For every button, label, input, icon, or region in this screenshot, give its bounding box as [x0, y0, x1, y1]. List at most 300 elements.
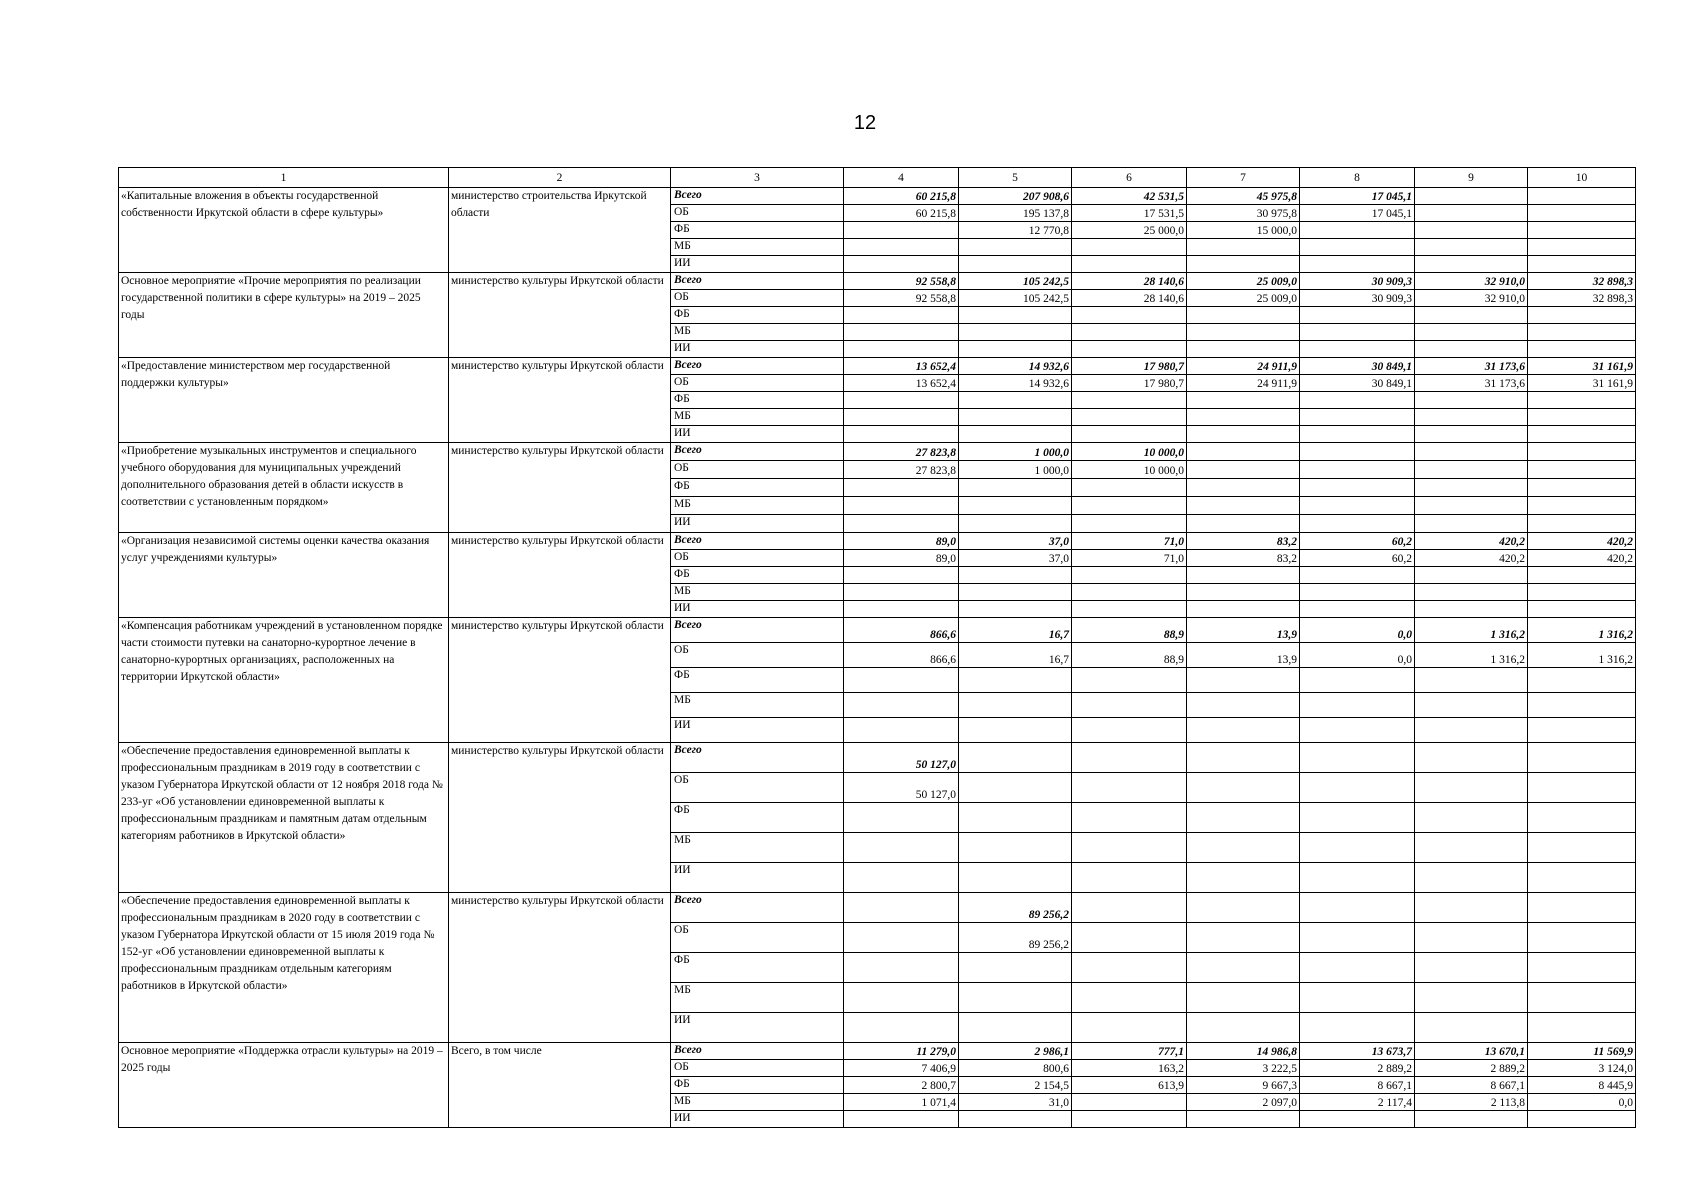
value-cell: 7 406,9 — [844, 1060, 959, 1077]
value-cell — [1187, 256, 1300, 273]
value-cell: 3 124,0 — [1528, 1060, 1636, 1077]
value-cell — [1415, 392, 1528, 409]
value-cell — [1528, 584, 1636, 601]
funding-source: ИИ — [671, 256, 844, 273]
value-cell — [1187, 743, 1300, 773]
value-cell — [844, 668, 959, 693]
value-cell — [1187, 1013, 1300, 1043]
value-cell — [1072, 953, 1187, 983]
value-cell: 32 898,3 — [1528, 273, 1636, 290]
value-cell — [959, 863, 1072, 893]
value-cell: 195 137,8 — [959, 205, 1072, 222]
value-cell: 2 117,4 — [1300, 1094, 1415, 1111]
value-cell — [1072, 479, 1187, 497]
value-cell: 8 667,1 — [1300, 1077, 1415, 1094]
value-cell: 15 000,0 — [1187, 222, 1300, 239]
funding-source: ОБ — [671, 375, 844, 392]
value-cell — [1072, 983, 1187, 1013]
value-cell — [959, 479, 1072, 497]
value-cell: 12 770,8 — [959, 222, 1072, 239]
value-cell: 60,2 — [1300, 550, 1415, 567]
value-cell — [1072, 833, 1187, 863]
funding-source: ФБ — [671, 803, 844, 833]
value-cell — [1300, 515, 1415, 533]
value-cell — [1072, 584, 1187, 601]
value-cell — [1415, 893, 1528, 923]
value-cell — [959, 601, 1072, 618]
value-cell: 37,0 — [959, 533, 1072, 550]
executor: министерство культуры Иркутской области — [449, 273, 671, 358]
activity-description: «Обеспечение предоставления единовременной выплаты к профессиональным праздникам в 2020 году в соответствии с указом Губернатора Иркутской области от 15 июля 2019 года № 152-уг «Об установлении единовременной выплаты к профессиональным праздникам отдельным категориям работников в Иркутской области» — [119, 893, 449, 1043]
funding-source: ФБ — [671, 953, 844, 983]
funding-source: ИИ — [671, 1013, 844, 1043]
value-cell — [1528, 479, 1636, 497]
value-cell — [959, 803, 1072, 833]
value-cell — [959, 324, 1072, 341]
value-cell — [1300, 479, 1415, 497]
value-cell: 17 980,7 — [1072, 375, 1187, 392]
value-cell — [1300, 601, 1415, 618]
value-cell: 105 242,5 — [959, 273, 1072, 290]
value-cell — [1300, 668, 1415, 693]
value-cell — [1300, 718, 1415, 743]
value-cell — [1528, 803, 1636, 833]
value-cell — [1300, 497, 1415, 515]
value-cell — [1072, 743, 1187, 773]
value-cell: 37,0 — [959, 550, 1072, 567]
value-cell: 2 113,8 — [1415, 1094, 1528, 1111]
funding-source: ИИ — [671, 515, 844, 533]
value-cell — [1528, 953, 1636, 983]
value-cell: 30 909,3 — [1300, 290, 1415, 307]
value-cell: 89,0 — [844, 533, 959, 550]
value-cell — [1415, 803, 1528, 833]
executor: министерство культуры Иркутской области — [449, 533, 671, 618]
table-row — [119, 893, 1636, 923]
value-cell — [959, 239, 1072, 256]
funding-source: МБ — [671, 239, 844, 256]
value-cell: 60 215,8 — [844, 188, 959, 205]
activity-description: «Приобретение музыкальных инструментов и специального учебного оборудования для муниципальных учреждений дополнительного образования детей в области искусств в соответствии с установленным порядком» — [119, 443, 449, 533]
funding-source: Всего — [671, 1043, 844, 1060]
value-cell — [1300, 1013, 1415, 1043]
funding-source: МБ — [671, 833, 844, 863]
value-cell — [1300, 307, 1415, 324]
value-cell — [1415, 1013, 1528, 1043]
value-cell: 24 911,9 — [1187, 375, 1300, 392]
value-cell — [1528, 307, 1636, 324]
value-cell — [844, 803, 959, 833]
value-cell — [959, 584, 1072, 601]
value-cell — [1072, 693, 1187, 718]
value-cell: 8 667,1 — [1415, 1077, 1528, 1094]
value-cell: 1 000,0 — [959, 443, 1072, 461]
value-cell: 42 531,5 — [1072, 188, 1187, 205]
value-cell: 25 009,0 — [1187, 273, 1300, 290]
value-cell — [1300, 923, 1415, 953]
value-cell — [844, 567, 959, 584]
value-cell — [1300, 324, 1415, 341]
value-cell — [1072, 923, 1187, 953]
value-cell — [1528, 893, 1636, 923]
value-cell — [1528, 392, 1636, 409]
value-cell: 1 316,2 — [1528, 643, 1636, 668]
value-cell: 2 800,7 — [844, 1077, 959, 1094]
value-cell — [1187, 953, 1300, 983]
funding-source: ОБ — [671, 1060, 844, 1077]
value-cell: 800,6 — [959, 1060, 1072, 1077]
value-cell — [959, 668, 1072, 693]
value-cell — [1415, 863, 1528, 893]
value-cell — [1300, 773, 1415, 803]
value-cell — [1415, 923, 1528, 953]
value-cell: 31,0 — [959, 1094, 1072, 1111]
value-cell: 32 910,0 — [1415, 290, 1528, 307]
funding-source: ОБ — [671, 773, 844, 803]
value-cell — [1528, 341, 1636, 358]
funding-source: МБ — [671, 497, 844, 515]
value-cell — [1072, 497, 1187, 515]
value-cell: 71,0 — [1072, 550, 1187, 567]
value-cell: 420,2 — [1415, 550, 1528, 567]
value-cell: 1 071,4 — [844, 1094, 959, 1111]
value-cell: 88,9 — [1072, 643, 1187, 668]
funding-source: ОБ — [671, 205, 844, 222]
funding-source: Всего — [671, 188, 844, 205]
value-cell: 92 558,8 — [844, 290, 959, 307]
value-cell — [1300, 239, 1415, 256]
value-cell — [1187, 983, 1300, 1013]
column-header: 6 — [1072, 168, 1187, 188]
value-cell — [844, 584, 959, 601]
value-cell: 60,2 — [1300, 533, 1415, 550]
value-cell — [1072, 567, 1187, 584]
value-cell — [1187, 923, 1300, 953]
funding-source: ОБ — [671, 923, 844, 953]
value-cell: 163,2 — [1072, 1060, 1187, 1077]
value-cell — [1415, 443, 1528, 461]
funding-source: ИИ — [671, 426, 844, 443]
value-cell: 105 242,5 — [959, 290, 1072, 307]
value-cell — [1528, 1111, 1636, 1128]
value-cell: 16,7 — [959, 618, 1072, 643]
value-cell — [1187, 461, 1300, 479]
value-cell — [844, 409, 959, 426]
value-cell: 89 256,2 — [959, 923, 1072, 953]
value-cell — [959, 392, 1072, 409]
value-cell — [1187, 693, 1300, 718]
value-cell: 13 652,4 — [844, 358, 959, 375]
table-row — [119, 443, 1636, 461]
value-cell — [1415, 341, 1528, 358]
funding-source: ИИ — [671, 863, 844, 893]
funding-source: МБ — [671, 693, 844, 718]
value-cell — [1072, 324, 1187, 341]
value-cell — [1528, 923, 1636, 953]
value-cell — [1415, 409, 1528, 426]
value-cell — [1528, 773, 1636, 803]
value-cell — [844, 426, 959, 443]
value-cell — [1528, 443, 1636, 461]
value-cell — [1415, 953, 1528, 983]
value-cell — [1415, 324, 1528, 341]
value-cell: 2 097,0 — [1187, 1094, 1300, 1111]
column-header: 4 — [844, 168, 959, 188]
table-row — [119, 533, 1636, 550]
value-cell — [1528, 693, 1636, 718]
value-cell — [1415, 515, 1528, 533]
value-cell — [959, 773, 1072, 803]
value-cell — [1415, 668, 1528, 693]
funding-source: ОБ — [671, 290, 844, 307]
value-cell — [1187, 1111, 1300, 1128]
value-cell — [1528, 743, 1636, 773]
value-cell — [844, 893, 959, 923]
page-number: 12 — [853, 112, 877, 134]
value-cell — [1528, 567, 1636, 584]
value-cell — [1187, 803, 1300, 833]
funding-source: ФБ — [671, 222, 844, 239]
funding-source: ФБ — [671, 392, 844, 409]
value-cell — [1415, 567, 1528, 584]
value-cell — [1187, 392, 1300, 409]
executor: министерство культуры Иркутской области — [449, 618, 671, 743]
value-cell: 24 911,9 — [1187, 358, 1300, 375]
value-cell: 14 932,6 — [959, 358, 1072, 375]
value-cell — [1415, 743, 1528, 773]
value-cell — [1528, 426, 1636, 443]
funding-source: Всего — [671, 358, 844, 375]
value-cell: 31 161,9 — [1528, 358, 1636, 375]
value-cell — [959, 307, 1072, 324]
value-cell — [844, 953, 959, 983]
value-cell — [844, 256, 959, 273]
value-cell — [1072, 668, 1187, 693]
funding-source: ИИ — [671, 718, 844, 743]
value-cell: 89,0 — [844, 550, 959, 567]
value-cell — [1415, 983, 1528, 1013]
value-cell: 1 316,2 — [1415, 618, 1528, 643]
table-row — [119, 358, 1636, 375]
value-cell — [1072, 341, 1187, 358]
value-cell — [844, 222, 959, 239]
value-cell — [1300, 409, 1415, 426]
value-cell: 92 558,8 — [844, 273, 959, 290]
value-cell: 17 531,5 — [1072, 205, 1187, 222]
value-cell — [1072, 1094, 1187, 1111]
value-cell — [959, 1013, 1072, 1043]
value-cell: 2 986,1 — [959, 1043, 1072, 1060]
executor: министерство культуры Иркутской области — [449, 358, 671, 443]
value-cell — [1072, 803, 1187, 833]
value-cell — [844, 1013, 959, 1043]
value-cell — [1415, 188, 1528, 205]
value-cell — [1415, 479, 1528, 497]
value-cell: 31 173,6 — [1415, 375, 1528, 392]
value-cell — [1300, 1111, 1415, 1128]
column-header: 5 — [959, 168, 1072, 188]
value-cell — [1415, 222, 1528, 239]
value-cell: 28 140,6 — [1072, 273, 1187, 290]
value-cell — [1187, 601, 1300, 618]
value-cell — [1187, 239, 1300, 256]
value-cell — [844, 983, 959, 1013]
executor: министерство строительства Иркутской области — [449, 188, 671, 273]
value-cell: 14 932,6 — [959, 375, 1072, 392]
funding-source: Всего — [671, 273, 844, 290]
value-cell — [1415, 1111, 1528, 1128]
funding-source: ФБ — [671, 307, 844, 324]
value-cell: 11 569,9 — [1528, 1043, 1636, 1060]
value-cell: 14 986,8 — [1187, 1043, 1300, 1060]
value-cell: 0,0 — [1300, 643, 1415, 668]
value-cell — [1300, 222, 1415, 239]
value-cell — [959, 983, 1072, 1013]
value-cell — [1415, 693, 1528, 718]
value-cell — [1300, 567, 1415, 584]
value-cell — [1187, 307, 1300, 324]
table-row — [119, 743, 1636, 773]
value-cell — [1187, 863, 1300, 893]
funding-source: ИИ — [671, 1111, 844, 1128]
value-cell — [844, 863, 959, 893]
value-cell: 420,2 — [1528, 533, 1636, 550]
value-cell — [1187, 341, 1300, 358]
value-cell — [1415, 239, 1528, 256]
value-cell — [844, 1111, 959, 1128]
value-cell: 866,6 — [844, 643, 959, 668]
activity-description: «Компенсация работникам учреждений в установленном порядке части стоимости путевки на санаторно-курортное лечение в санаторно-курортных организациях, расположенных на территории Иркутской области» — [119, 618, 449, 743]
value-cell — [1528, 833, 1636, 863]
value-cell: 27 823,8 — [844, 461, 959, 479]
value-cell — [1415, 584, 1528, 601]
executor: министерство культуры Иркутской области — [449, 743, 671, 893]
value-cell — [1072, 601, 1187, 618]
activity-description: «Организация независимой системы оценки качества оказания услуг учреждениями культуры» — [119, 533, 449, 618]
value-cell: 1 316,2 — [1415, 643, 1528, 668]
value-cell: 27 823,8 — [844, 443, 959, 461]
value-cell — [1528, 256, 1636, 273]
value-cell: 613,9 — [1072, 1077, 1187, 1094]
value-cell — [959, 833, 1072, 863]
value-cell — [1300, 803, 1415, 833]
column-header: 3 — [671, 168, 844, 188]
value-cell — [1528, 239, 1636, 256]
value-cell: 32 910,0 — [1415, 273, 1528, 290]
value-cell — [1187, 515, 1300, 533]
value-cell — [1187, 567, 1300, 584]
value-cell: 207 908,6 — [959, 188, 1072, 205]
value-cell — [1300, 426, 1415, 443]
value-cell: 13 670,1 — [1415, 1043, 1528, 1060]
value-cell — [1072, 256, 1187, 273]
value-cell — [1415, 497, 1528, 515]
value-cell — [1300, 983, 1415, 1013]
value-cell — [1415, 718, 1528, 743]
value-cell: 13,9 — [1187, 643, 1300, 668]
value-cell: 45 975,8 — [1187, 188, 1300, 205]
value-cell — [844, 923, 959, 953]
column-header: 1 — [119, 168, 449, 188]
value-cell — [1072, 392, 1187, 409]
value-cell: 2 154,5 — [959, 1077, 1072, 1094]
value-cell — [1415, 205, 1528, 222]
executor: Всего, в том числе — [449, 1043, 671, 1128]
value-cell — [1187, 718, 1300, 743]
table-row — [119, 188, 1636, 205]
funding-source: ОБ — [671, 461, 844, 479]
column-header: 2 — [449, 168, 671, 188]
value-cell: 28 140,6 — [1072, 290, 1187, 307]
funding-source: Всего — [671, 743, 844, 773]
value-cell — [1528, 409, 1636, 426]
funding-source: ИИ — [671, 341, 844, 358]
value-cell — [844, 479, 959, 497]
value-cell — [1072, 893, 1187, 923]
value-cell: 30 975,8 — [1187, 205, 1300, 222]
value-cell — [959, 497, 1072, 515]
value-cell: 17 045,1 — [1300, 188, 1415, 205]
value-cell: 88,9 — [1072, 618, 1187, 643]
value-cell: 10 000,0 — [1072, 461, 1187, 479]
value-cell: 31 161,9 — [1528, 375, 1636, 392]
value-cell — [1528, 1013, 1636, 1043]
value-cell — [1072, 239, 1187, 256]
value-cell — [1415, 833, 1528, 863]
value-cell — [844, 324, 959, 341]
value-cell — [1528, 461, 1636, 479]
value-cell — [1300, 833, 1415, 863]
value-cell — [1187, 668, 1300, 693]
activity-description: «Предоставление министерством мер государственной поддержки культуры» — [119, 358, 449, 443]
value-cell — [844, 307, 959, 324]
value-cell — [1187, 426, 1300, 443]
funding-source: МБ — [671, 983, 844, 1013]
value-cell: 866,6 — [844, 618, 959, 643]
value-cell: 11 279,0 — [844, 1043, 959, 1060]
value-cell — [844, 497, 959, 515]
funding-source: ФБ — [671, 479, 844, 497]
value-cell: 13 652,4 — [844, 375, 959, 392]
value-cell — [1300, 584, 1415, 601]
funding-source: Всего — [671, 443, 844, 461]
activity-description: Основное мероприятие «Прочие мероприятия по реализации государственной политики в сфере культуры» на 2019 – 2025 годы — [119, 273, 449, 358]
column-header: 10 — [1528, 168, 1636, 188]
value-cell: 60 215,8 — [844, 205, 959, 222]
value-cell — [1528, 205, 1636, 222]
value-cell: 13,9 — [1187, 618, 1300, 643]
value-cell: 10 000,0 — [1072, 443, 1187, 461]
value-cell — [1072, 1111, 1187, 1128]
value-cell — [959, 718, 1072, 743]
value-cell — [1187, 324, 1300, 341]
value-cell — [1300, 341, 1415, 358]
value-cell — [844, 392, 959, 409]
executor: министерство культуры Иркутской области — [449, 443, 671, 533]
activity-description: Основное мероприятие «Поддержка отрасли культуры» на 2019 – 2025 годы — [119, 1043, 449, 1128]
value-cell — [1072, 773, 1187, 803]
value-cell: 0,0 — [1300, 618, 1415, 643]
value-cell — [844, 601, 959, 618]
value-cell — [1528, 863, 1636, 893]
activity-description: «Обеспечение предоставления единовременной выплаты к профессиональным праздникам в 2019 году в соответствии с указом Губернатора Иркутской области от 12 ноября 2018 года № 233-уг «Об установлении единовременной выплаты к профессиональным праздникам и памятным датам отдельным категориям работников в Иркутской области» — [119, 743, 449, 893]
value-cell — [1072, 307, 1187, 324]
value-cell: 25 000,0 — [1072, 222, 1187, 239]
funding-source: МБ — [671, 584, 844, 601]
value-cell: 9 667,3 — [1187, 1077, 1300, 1094]
value-cell — [1300, 256, 1415, 273]
funding-source: ОБ — [671, 550, 844, 567]
